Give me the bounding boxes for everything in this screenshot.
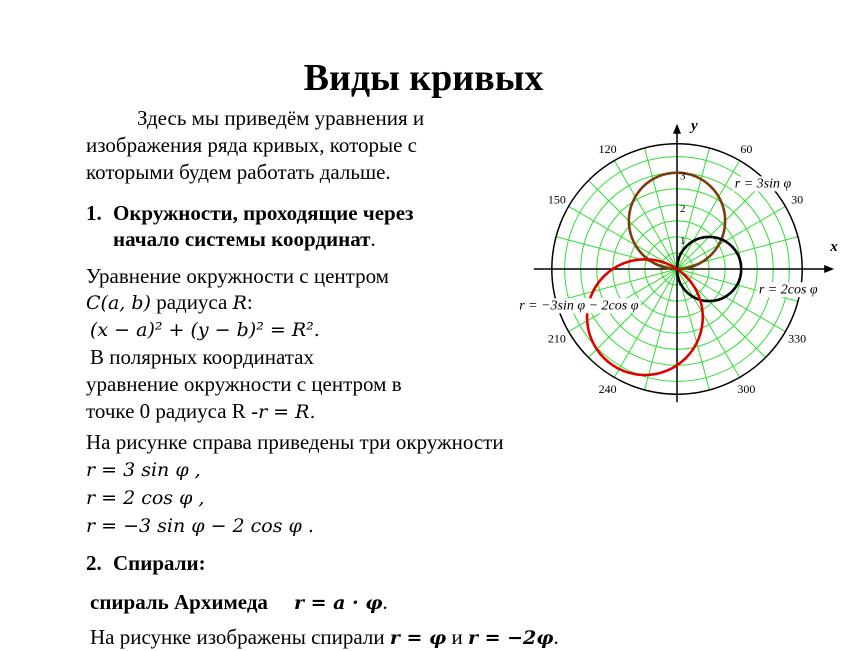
angle-tick-label: 120 — [598, 141, 617, 156]
angle-tick-label: 30 — [791, 192, 804, 207]
label-2cos: r = 2cos φ — [758, 282, 818, 298]
circle-text-line-2: C(a, b) радиуса R: — [86, 290, 253, 314]
circle-text-line-1: Уравнение окружности с центром — [86, 264, 389, 288]
archimedes-line: спираль Архимеда r = a · φ. — [90, 590, 388, 614]
grid-spoke — [614, 269, 677, 377]
radial-tick-label: 1 — [680, 234, 686, 247]
curve-neg3sin-2cos — [587, 259, 703, 375]
y-axis-arrow — [673, 124, 681, 134]
circle-text-line-5: уравнение окружности с центром в — [86, 372, 402, 396]
section-1-heading-line-2: начало системы координат. — [113, 227, 376, 251]
circle-text-line-4: В полярных координатах — [90, 345, 315, 369]
angle-tick-label: 300 — [737, 382, 756, 397]
circle-equation: (x − a)² + (y − b)² = R². — [90, 319, 320, 341]
angle-tick-label: 150 — [547, 192, 566, 207]
y-axis-label: y — [691, 117, 698, 134]
grid-spoke — [677, 161, 740, 269]
intro-line-2: изображения ряда кривых, которые с — [86, 133, 417, 157]
section-1-heading-line-1: Окружности, проходящие через — [113, 201, 414, 225]
x-axis-arrow — [824, 265, 834, 273]
polar-circles-chart — [480, 112, 840, 412]
x-axis-label: x — [830, 239, 838, 255]
angle-tick-label: 60 — [740, 141, 753, 156]
grid-spoke — [677, 269, 740, 377]
circle-text-line-6: точке 0 радиуса R -r = R. — [86, 399, 316, 423]
angle-tick-label: 330 — [788, 331, 807, 346]
grid-spoke — [677, 269, 785, 332]
radial-tick-label: 3 — [680, 170, 686, 183]
radial-tick-label: 2 — [680, 202, 686, 215]
grid-spoke — [614, 161, 677, 269]
spirals-line: На рисунке изображены спирали r = φ и r = −2φ. — [90, 625, 559, 649]
intro-line-1: Здесь мы приведём уравнения и — [137, 106, 425, 130]
circle-text-line-7: На рисунке справа приведены три окружности — [86, 430, 504, 454]
grid-spoke — [556, 269, 677, 301]
curves — [587, 170, 741, 375]
equation-3: r = −3 sin φ − 2 cos φ . — [86, 515, 314, 537]
equation-2: r = 2 cos φ , — [86, 487, 205, 509]
section-2-number: 2. — [86, 551, 102, 575]
grid-spoke — [588, 180, 677, 269]
intro-line-3: которыми будем работать дальше. — [86, 160, 391, 184]
grid-spoke — [677, 206, 785, 269]
angle-tick-label: 240 — [598, 382, 617, 397]
section-1-number: 1. — [86, 201, 102, 225]
equation-1: r = 3 sin φ , — [86, 459, 201, 481]
grid-spoke — [645, 148, 677, 269]
page-title: Виды кривых — [303, 57, 544, 99]
label-neg3sin-2cos: r = −3sin φ − 2cos φ — [519, 298, 639, 314]
label-3sin: r = 3sin φ — [734, 176, 792, 192]
grid-spoke — [677, 180, 766, 269]
angle-tick-label: 210 — [547, 331, 566, 346]
grid-spoke — [569, 206, 677, 269]
section-2-heading: Спирали: — [113, 551, 206, 575]
